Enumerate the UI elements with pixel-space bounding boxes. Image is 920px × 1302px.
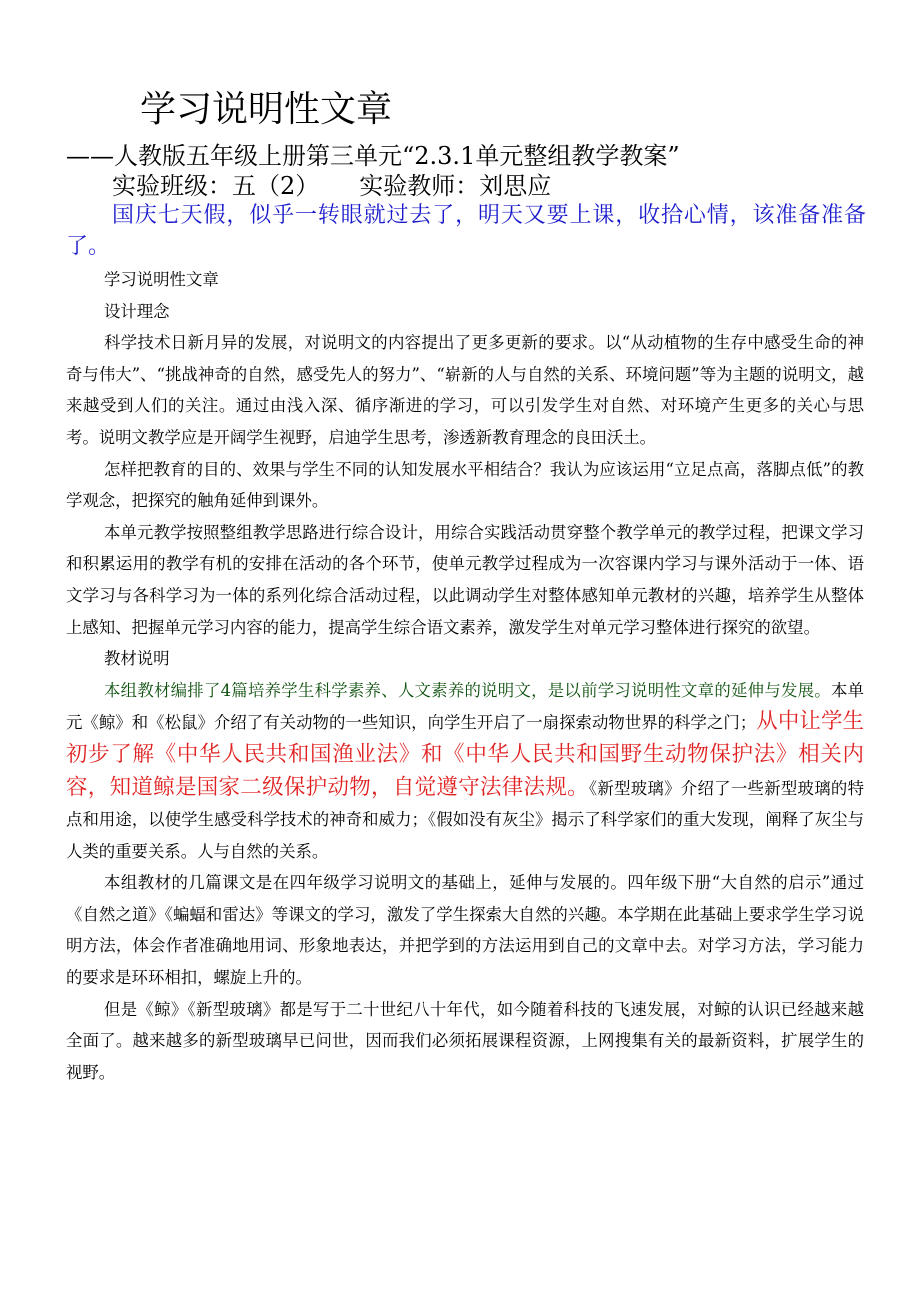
article-title: 学习说明性文章 bbox=[104, 270, 219, 289]
holiday-note: 国庆七天假，似乎一转眼就过去了，明天又要上课，收拾心情，该准备准备了。 bbox=[66, 203, 866, 259]
material-paragraph-2: 本组教材的几篇课文是在四年级学习说明文的基础上，延伸与发展的。四年级下册“大自然的启示”通过《自然之道》《蝙蝠和雷达》等课文的学习，激发了学生探索大自然的兴趣。本学期在此基础上要求学生学习说明方法，体会作者准确地用词、形象地表达，并把学到的方法运用到自己的文章中去。对学习方法，学习能力的要求是环环相扣，螺旋上升的。 bbox=[66, 873, 864, 988]
material-glass-text: 《新型玻璃》介绍了一些新型玻璃的特点和用途，以使学生感受科学技术的神奇和威力；《假如没有灰尘》揭示了科学家们的重大发现，阐释了灰尘与人类的重要关系。人与自然的关系。 bbox=[66, 778, 864, 861]
design-paragraph-2: 怎样把教育的目的、效果与学生不同的认知发展水平相结合？我认为应该运用“立足点高，落脚点低”的教学观念，把探究的触角延伸到课外。 bbox=[66, 459, 864, 511]
material-paragraph-1 bbox=[66, 675, 864, 868]
material-heading: 教材说明 bbox=[104, 649, 170, 669]
document-title: 学习说明性文章 bbox=[140, 89, 393, 130]
class-teacher-line bbox=[112, 170, 551, 202]
material-law-highlight: 从中让学生初步了解《中华人民共和国渔业法》和《中华人民共和国野生动物保护法》相关内容，知道鲸是国家二级保护动物，自觉遵守法律法规。 bbox=[66, 709, 864, 800]
design-paragraph-3: 本单元教学按照整组教学思路进行综合设计，用综合实践活动贯穿整个教学单元的教学过程，把课文学习和积累运用的教学有机的安排在活动的各个环节，使单元教学过程成为一次容课内学习与课外活动于一体、语文学习与各科学习为一体的系列化综合活动过程，以此调动学生对整体感知单元教材的兴趣，培养学生从整体上感知、把握单元学习内容的能力，提高学生综合语文素养，激发学生对单元学习整体进行探究的欲望。 bbox=[66, 522, 864, 637]
document-body bbox=[66, 264, 864, 1088]
material-whale-text: 本单元《鲸》和《松鼠》介绍了有关动物的一些知识，向学生开启了一扇探索动物世界的科学之门； bbox=[66, 680, 865, 733]
design-paragraph-1: 科学技术日新月异的发展，对说明文的内容提出了更多更新的要求。以“从动植物的生存中感受生命的神奇与伟大”、“挑战神奇的自然，感受先人的努力”、“崭新的人与自然的关系、环境问题”等为主题的说明文，越来越受到人们的关注。通过由浅入深、循序渐进的学习，可以引发学生对自然、对环境产生更多的关心与思考。说明文教学应是开阔学生视野，启迪学生思考，渗透新教育理念的良田沃土。 bbox=[66, 333, 864, 447]
material-intro-text: 本组教材编排了4篇培养学生科学素养、人文素养的说明文，是以前学习说明性文章的延伸与发展。 bbox=[104, 680, 831, 700]
teacher-label: 实验教师：刘思应 bbox=[359, 172, 552, 200]
design-heading: 设计理念 bbox=[104, 301, 170, 321]
document-subtitle: ——人教版五年级上册第三单元“2.3.1单元整组教学教案” bbox=[66, 142, 680, 170]
class-label: 实验班级：五（2） bbox=[112, 172, 320, 200]
material-paragraph-3: 但是《鲸》《新型玻璃》都是写于二十世纪八十年代，如今随着科技的飞速发展，对鲸的认识已经越来越全面了。越来越多的新型玻璃早已问世，因而我们必须拓展课程资源，上网搜集有关的最新资料，扩展学生的视野。 bbox=[66, 999, 864, 1082]
